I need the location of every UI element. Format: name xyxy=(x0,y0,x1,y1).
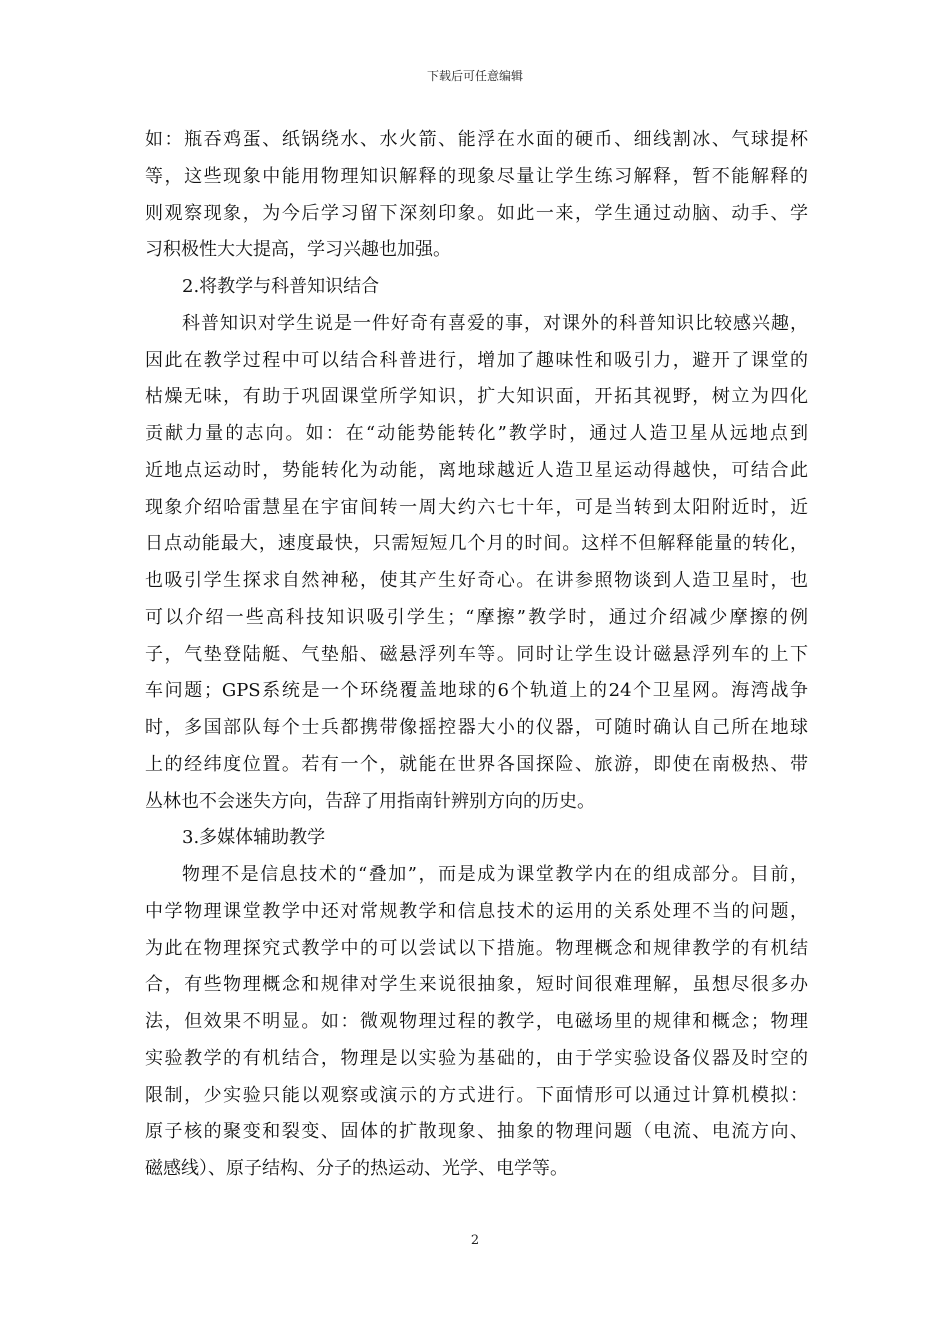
text-line: 习积极性大大提高，学习兴趣也加强。 xyxy=(145,239,451,261)
text-line: 贡献力量的志向。如：在“动能势能转化”教学时，通过人造卫星从远地点到 xyxy=(145,423,808,444)
paragraph-popular-science xyxy=(145,306,808,821)
paragraph-multimedia xyxy=(145,857,808,1188)
page-header: 下载后可任意编辑 xyxy=(426,69,523,83)
text-line: 日点动能最大，速度最快，只需短短几个月的时间。这样不但解释能量的转化， xyxy=(145,533,808,555)
text-line: 也吸引学生探求自然神秘，使其产生好奇心。在讲参照物谈到人造卫星时，也 xyxy=(145,570,808,591)
text-line: 则观察现象，为今后学习留下深刻印象。如此一来，学生通过动脑、动手、学 xyxy=(145,202,808,224)
text-line: 为此在物理探究式教学中的可以尝试以下措施。物理概念和规律教学的有机结 xyxy=(145,937,808,959)
text-line: 现象介绍哈雷慧星在宇宙间转一周大约六七十年，可是当转到太阳附近时，近 xyxy=(145,496,808,518)
paragraph-experiments xyxy=(145,122,808,269)
text-line: 上的经纬度位置。若有一个，就能在世界各国探险、旅游，即使在南极热、带 xyxy=(145,753,808,775)
text-line: 车问题；GPS系统是一个环绕覆盖地球的6个轨道上的24个卫星网。海湾战争 xyxy=(145,680,808,702)
text-line: 枯燥无味，有助于巩固课堂所学知识，扩大知识面，开拓其视野，树立为四化 xyxy=(145,386,808,408)
text-line: 近地点运动时，势能转化为动能，离地球越近人造卫星运动得越快，可结合此 xyxy=(145,459,808,481)
page-number: 2 xyxy=(470,1233,480,1248)
text-line: 丛林也不会迷失方向，告辞了用指南针辨别方向的历史。 xyxy=(145,790,595,812)
text-line: 子，气垫登陆艇、气垫船、磁悬浮列车等。同时让学生设计磁悬浮列车的上下 xyxy=(145,643,808,665)
document-body xyxy=(145,122,808,1188)
text-line: 原子核的聚变和裂变、固体的扩散现象、抽象的物理问题（电流、电流方向、 xyxy=(145,1121,808,1143)
text-line: 法，但效果不明显。如：微观物理过程的教学，电磁场里的规律和概念；物理 xyxy=(145,1011,808,1032)
section-heading-2: 2.将教学与科普知识结合 xyxy=(182,276,380,297)
text-line: 因此在教学过程中可以结合科普进行，增加了趣味性和吸引力，避开了课堂的 xyxy=(145,349,808,371)
text-line: 物理不是信息技术的“叠加”，而是成为课堂教学内在的组成部分。目前， xyxy=(182,864,808,885)
text-line: 如：瓶吞鸡蛋、纸锅绕水、水火箭、能浮在水面的硬币、细线割冰、气球提杯 xyxy=(145,129,808,150)
text-line: 实验教学的有机结合，物理是以实验为基础的，由于学实验设备仪器及时空的 xyxy=(145,1047,808,1069)
text-line: 可以介绍一些高科技知识吸引学生；“摩擦”教学时，通过介绍减少摩擦的例 xyxy=(145,606,808,628)
section-heading-3: 3.多媒体辅助教学 xyxy=(182,827,326,849)
text-line: 等，这些现象中能用物理知识解释的现象尽量让学生练习解释，暂不能解释的 xyxy=(145,165,808,187)
text-line: 科普知识对学生说是一件好奇有喜爱的事，对课外的科普知识比较感兴趣， xyxy=(182,312,808,334)
text-line: 限制，少实验只能以观察或演示的方式进行。下面情形可以通过计算机模拟： xyxy=(145,1084,808,1106)
text-line: 时，多国部队每个士兵都携带像摇控器大小的仪器，可随时确认自己所在地球 xyxy=(145,717,808,738)
text-line: 磁感线）、原子结构、分子的热运动、光学、电学等。 xyxy=(145,1158,568,1179)
text-line: 中学物理课堂教学中还对常规教学和信息技术的运用的关系处理不当的问题， xyxy=(145,900,808,922)
text-line: 合，有些物理概念和规律对学生来说很抽象，短时间很难理解，虽想尽很多办 xyxy=(145,974,808,996)
